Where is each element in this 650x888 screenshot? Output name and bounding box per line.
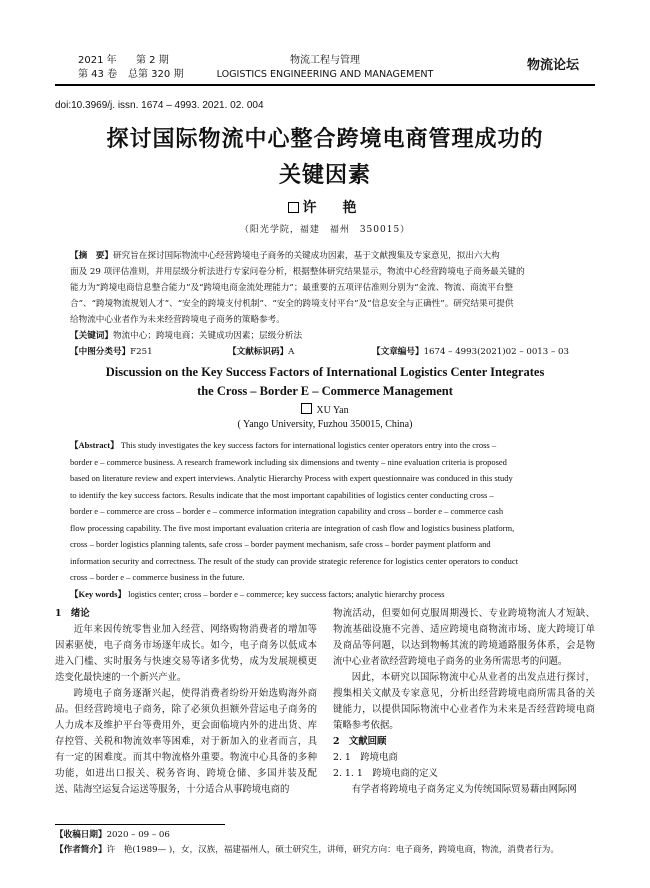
body-left-column	[55, 606, 317, 798]
title-en-line-1: Discussion on the Key Success Factors of International Logistics Center Integrates	[105, 365, 545, 379]
keywords-en	[70, 586, 590, 603]
section-heading: 2 文献回顾	[333, 736, 387, 747]
doi: doi:10.3969/j. issn. 1674 – 4993. 2021. 02. 004	[55, 100, 264, 111]
abstract-en-line: cross – border logistics planning talents, safe cross – border payment mechanism, safe cross – border payment platform and	[70, 539, 491, 549]
abstract-en-line: border e – commerce are cross – border e – commerce information integration capability and cross – border e – commerce cash	[70, 506, 504, 516]
abstract-en-label: 【Abstract】	[70, 440, 119, 450]
header-column: 物流论坛	[527, 58, 580, 73]
title-cn-line-2: 关键因素	[278, 162, 371, 188]
keywords-cn-text: 物流中心；跨境电商；关键成功因素；层级分析法	[112, 331, 303, 341]
body-paragraph: 有学者将跨境电子商务定义为传统国际贸易藉由网际网	[351, 784, 577, 795]
abstract-en-line: information security and correctness. The result of the study can provide strategic reference for logistics center operators to conduct	[70, 555, 519, 566]
affil-cn: （阳光学院，福建 福州 350015）	[239, 225, 411, 235]
abstract-en	[70, 437, 590, 586]
author-cn	[55, 197, 595, 217]
header-volume: 第 43 卷	[78, 69, 118, 80]
abstract-cn	[70, 248, 590, 328]
author-en-box-icon	[301, 403, 312, 414]
received-date: 2020 – 09 – 06	[106, 830, 170, 840]
abstract-en-line: border e – commerce business. A research framework including six dimensions and twenty – nine evaluation criteria is proposed	[70, 456, 507, 467]
header-rule	[55, 84, 595, 86]
subsection-heading: 2. 1 跨境电商	[333, 752, 398, 763]
received-label: 【收稿日期】	[55, 830, 107, 840]
header-journal-cn: 物流工程与管理	[290, 55, 360, 66]
bio-text: 许 艳(1989— )，女，汉族，福建福州人，硕士研究生，讲师，研究方向：电子商务，跨境电商，物流，消费者行为。	[106, 845, 559, 855]
header-total-issue: 总第 320 期	[128, 69, 184, 80]
author-cn-name: 许 艳	[302, 200, 363, 216]
abstract-en-line: flow processing capability. The five most important evaluation criteria are integration of cash flow and logistics business platform,	[70, 522, 515, 533]
abstract-cn-line: 给物流中心业者作为未来经营跨境电子商务的策略参考。	[70, 315, 285, 325]
body-paragraph: 因此，本研究以国际物流中心从业者的出发点进行探讨，搜集相关文献及专家意见，分析出经营跨境电商所需具备的关键能力，以提供国际物流中心业者作为未来是否经营跨境电商策略参考依据。	[333, 672, 595, 731]
title-cn-line-1: 探讨国际物流中心整合跨境电商管理成功的	[106, 126, 544, 152]
footnote-received	[55, 828, 595, 842]
classification-row	[70, 344, 590, 360]
abstract-en-line: This study investigates the key success factors for international logistics center operators entry into the cross –	[120, 440, 497, 450]
bio-label: 【作者简介】	[55, 845, 107, 855]
clc-label: 【中图分类号】	[70, 347, 131, 357]
keywords-cn	[70, 328, 590, 344]
abstract-cn-line: 能力为“跨境电商信息整合能力”及“跨境电商金流处理能力”；最重要的五项评估准则分别为“金流、物流、商流平台整	[70, 283, 514, 293]
author-en	[55, 403, 595, 416]
articleno-value: 1674 – 4993(2021)02 – 0013 – 03	[423, 347, 569, 357]
author-box-icon	[288, 202, 299, 213]
articleno-label: 【文章编号】	[372, 347, 424, 357]
keywords-en-text: logistics center; cross – border e – commerce; key success factors; analytic hierarchy process	[128, 589, 445, 599]
subsection-heading: 2. 1. 1 跨境电商的定义	[333, 768, 438, 779]
author-en-name: XU Yan	[316, 405, 349, 416]
keywords-en-label: 【Key words】	[70, 589, 126, 599]
affil-en: ( Yango University, Fuzhou 350015, China)	[237, 419, 413, 430]
footnote-rule	[55, 824, 225, 825]
abstract-cn-line: 研究旨在探讨国际物流中心经营跨境电子商务的关键成功因素，基于文献搜集及专家意见，拟出六大构	[112, 251, 500, 261]
body-paragraph: 跨境电子商务逐渐兴起，使得消费者纷纷开始选购海外商品。但经营跨境电子商务，除了必须负担额外营运电子商务的人力成本及维护平台等费用外，更会面临境内外的进出货、库存控管、关税和物流效率等困难，对于新加入的业者而言，具有一定的困难度。而其中物流格外重要。物流中心具备的多种功能，如进出口报关、税务咨询、跨境仓储、多国并装及配送、陆海空运复合运送等服务，十分适合从事跨境电商的	[55, 688, 317, 795]
title-en-line-2: the Cross – Border E – Commerce Management	[197, 384, 453, 398]
keywords-cn-label: 【关键词】	[70, 331, 113, 341]
doccode-value: A	[288, 347, 295, 357]
clc-value: F251	[130, 347, 153, 357]
abstract-en-line: to identify the key success factors. Results indicate that the most important capabilities of logistics center conducting cross –	[70, 489, 494, 500]
section-heading: 1 绪论	[55, 608, 90, 619]
body-paragraph: 物流活动，但要如何克服周期漫长、专业跨境物流人才短缺、物流基础设施不完善、适应跨境电商物流市场、庞大跨境订单及商品等问题，以达到物畅其流的跨境通路服务体系，会是物流中心业者欲经营跨境电子商务的业务所需思考的问题。	[333, 608, 595, 667]
abstract-en-line: based on literature review and expert interviews. Analytic Hierarchy Process with expert questionnaire was conduced in this study	[70, 473, 513, 483]
abstract-cn-label: 【摘 要】	[70, 251, 113, 261]
body-paragraph: 近年来因传统零售业加入经营、网络购物消费者的增加等因素驱使，电子商务市场逐年成长。如今，电子商务以低成本进入门槛、实时服务与快速交易等诸多优势，成为发展规模更迭变化最快速的一个新兴产业。	[55, 624, 317, 683]
abstract-cn-line: 合”、“跨境物流规划人才”、“安全的跨境支付机制”、“安全的跨境支付平台”及“信息安全与正确性”。研究结果可提供	[70, 299, 514, 309]
abstract-cn-line: 面及 29 项评估准则，并用层级分析法进行专家问卷分析，根据整体研究结果显示，物流中心经营跨境电子商务最关键的	[70, 267, 525, 277]
header-journal-en: LOGISTICS ENGINEERING AND MANAGEMENT	[216, 69, 434, 80]
doccode-label: 【文献标识码】	[228, 347, 289, 357]
footnote-bio	[55, 843, 595, 857]
abstract-en-line: cross – border e – commerce business in the future.	[70, 572, 245, 582]
header-year: 2021 年	[78, 55, 117, 66]
header-issue: 第 2 期	[136, 55, 169, 66]
body-right-column	[333, 606, 595, 798]
